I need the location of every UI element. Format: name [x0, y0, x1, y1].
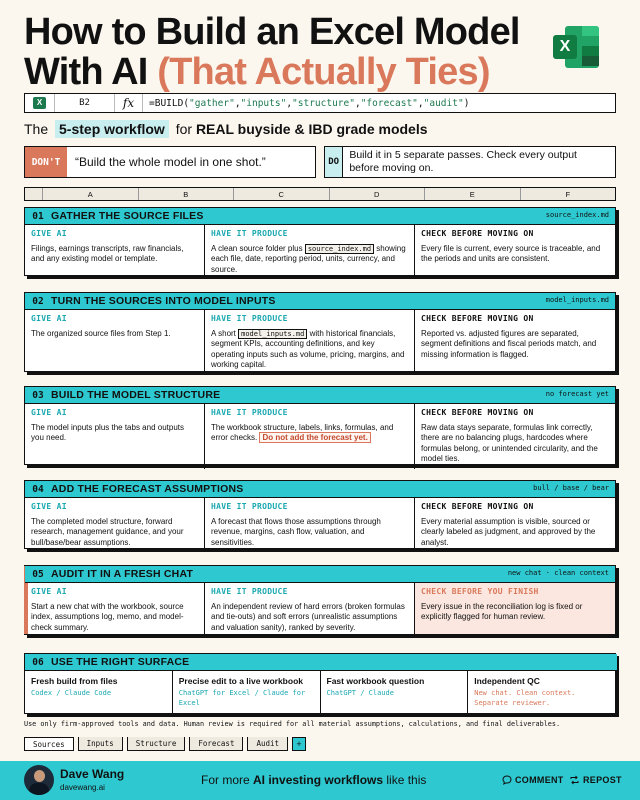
- sheet-tabs: [24, 737, 306, 751]
- author-name: Dave Wang: [60, 767, 125, 781]
- step-number: 05: [32, 568, 44, 580]
- step-card: [24, 207, 616, 276]
- sheet-tab-inputs[interactable]: Inputs: [78, 737, 123, 751]
- sheet-tab-structure[interactable]: Structure: [127, 737, 186, 751]
- check-cell: CHECK BEFORE MOVING ON Reported vs. adjusted figures are separated, segment definitions and fiscal periods match, and missing information is flagged.: [421, 314, 597, 359]
- fx-icon: fx: [115, 94, 143, 112]
- surface-option: Fresh build from files Codex / Claude Code: [25, 671, 173, 713]
- disclaimer: Use only firm-approved tools and data. Human review is required for all material assumptions, calculations, and final deliverables.: [24, 720, 561, 728]
- avatar[interactable]: [24, 765, 54, 795]
- column-header-row: [24, 187, 616, 201]
- step-title: ADD THE FORECAST ASSUMPTIONS: [51, 483, 244, 495]
- give-ai-cell: GIVE AI The organized source files from Step 1.: [25, 310, 205, 375]
- give-ai-cell: GIVE AI Filings, earnings transcripts, raw financials, and any existing model or template.: [25, 225, 205, 279]
- step-number: 04: [32, 483, 44, 495]
- step-title: AUDIT IT IN A FRESH CHAT: [51, 568, 194, 580]
- step-card: [24, 565, 616, 635]
- step-card: [24, 480, 616, 549]
- dont-box: [24, 146, 316, 178]
- step-number: 06: [32, 656, 44, 668]
- dont-text: “Build the whole model in one shot.”: [75, 155, 266, 169]
- give-ai-cell: GIVE AI Start a new chat with the workbook, source index, assumptions log, memo, and model-check summary.: [25, 583, 205, 634]
- check-finish-cell: CHECK BEFORE YOU FINISH Every issue in the reconciliation log is fixed or explicitly flagged for human review.: [415, 583, 615, 634]
- produce-cell: HAVE IT PRODUCE The workbook structure, labels, links, formulas, and error checks. Do not add the forecast yet.: [205, 404, 415, 469]
- column-b[interactable]: B: [139, 188, 235, 200]
- step-number: 01: [32, 210, 44, 222]
- step-number: 02: [32, 295, 44, 307]
- column-a[interactable]: A: [43, 188, 139, 200]
- produce-cell: HAVE IT PRODUCE A clean source folder plus source_index.md showing each file, date, reporting period, units, currency, and source.: [205, 225, 415, 279]
- do-box: [324, 146, 616, 178]
- excel-icon: X: [33, 97, 46, 109]
- surface-option: Independent QC New chat. Clean context. Separate reviewer.: [474, 676, 576, 707]
- step-card: [24, 292, 616, 372]
- step-tag: model_inputs.md: [545, 296, 609, 304]
- formula-bar: [24, 93, 616, 113]
- sheet-tab-forecast[interactable]: Forecast: [189, 737, 243, 751]
- check-cell: CHECK BEFORE MOVING ON Every file is current, every source is traceable, and the periods and units are consistent.: [421, 229, 601, 263]
- title-accent: (That Actually Ties): [157, 51, 490, 93]
- step-title: TURN THE SOURCES INTO MODEL INPUTS: [51, 295, 276, 307]
- produce-cell: HAVE IT PRODUCE A forecast that flows those assumptions through revenue, margins, cash flow, valuation, and sensitivities.: [205, 498, 415, 552]
- check-cell: CHECK BEFORE MOVING ON Raw data stays separate, formulas link correctly, there are no balancing plugs, hardcodes where formulas belong, or unintended circularity, and the model ties.: [421, 408, 598, 463]
- step-title: USE THE RIGHT SURFACE: [51, 656, 190, 668]
- author-handle[interactable]: davewang.ai: [60, 783, 105, 792]
- subheading: The 5-step workflow for REAL buyside & IBD grade models: [24, 121, 428, 137]
- give-ai-cell: GIVE AI The completed model structure, forward research, management guidance, and your bull/base/bear assumptions.: [25, 498, 205, 552]
- name-box[interactable]: B2: [55, 94, 115, 112]
- dont-tag: DON'T: [25, 147, 67, 177]
- surface-card: [24, 653, 616, 714]
- step-number: 03: [32, 389, 44, 401]
- column-e[interactable]: E: [425, 188, 521, 200]
- step-tag: no forecast yet: [545, 390, 609, 398]
- column-d[interactable]: D: [330, 188, 426, 200]
- step-tag: bull / base / bear: [533, 484, 609, 492]
- file-code: source_index.md: [305, 244, 374, 254]
- repost-button[interactable]: REPOST: [569, 775, 622, 785]
- step-title: GATHER THE SOURCE FILES: [51, 210, 204, 222]
- comment-button[interactable]: COMMENT: [502, 775, 564, 785]
- file-code: model_inputs.md: [238, 329, 307, 339]
- formula-input[interactable]: =BUILD("gather","inputs","structure","forecast","audit"): [149, 97, 470, 109]
- footer-cta: For more AI investing workflows like this: [201, 773, 427, 787]
- repost-icon: [569, 775, 580, 785]
- do-text: Build it in 5 separate passes. Check every output before moving on.: [349, 149, 577, 174]
- page-title: How to Build an Excel Model With AI (That Actually Ties): [24, 11, 520, 93]
- add-sheet-button[interactable]: +: [292, 737, 306, 751]
- step-title: BUILD THE MODEL STRUCTURE: [51, 389, 221, 401]
- do-tag: DO: [325, 147, 343, 177]
- comment-icon: [502, 775, 512, 785]
- give-ai-cell: GIVE AI The model inputs plus the tabs and outputs you need.: [25, 404, 205, 469]
- produce-cell: HAVE IT PRODUCE A short model_inputs.md with historical financials, segment KPIs, accounting definitions, and key operating inputs such as volume, pricing, margins, and working capital.: [205, 310, 415, 375]
- sheet-tab-sources[interactable]: Sources: [24, 737, 74, 751]
- produce-cell: HAVE IT PRODUCE An independent review of hard errors (broken formulas and tie-outs) and soft errors (unrealistic assumptions and valuation sanity), ranked by severity.: [205, 583, 415, 634]
- column-c[interactable]: C: [234, 188, 330, 200]
- surface-option: Fast workbook question ChatGPT / Claude: [321, 671, 469, 713]
- workflow-pill: 5-step workflow: [55, 120, 169, 138]
- step-card: [24, 386, 616, 465]
- step-tag: source_index.md: [545, 211, 609, 219]
- surface-option: Precise edit to a live workbook ChatGPT for Excel / Claude for Excel: [173, 671, 321, 713]
- excel-logo-icon: X: [553, 26, 599, 68]
- column-f[interactable]: F: [565, 189, 571, 199]
- footer-bar: [0, 761, 640, 800]
- step-tag: new chat · clean context: [507, 569, 609, 577]
- warning-callout: Do not add the forecast yet.: [259, 432, 370, 443]
- check-cell: CHECK BEFORE MOVING ON Every material assumption is visible, sourced or clearly labeled as judgment, and approved by the analyst.: [421, 502, 596, 547]
- sheet-tab-audit[interactable]: Audit: [247, 737, 288, 751]
